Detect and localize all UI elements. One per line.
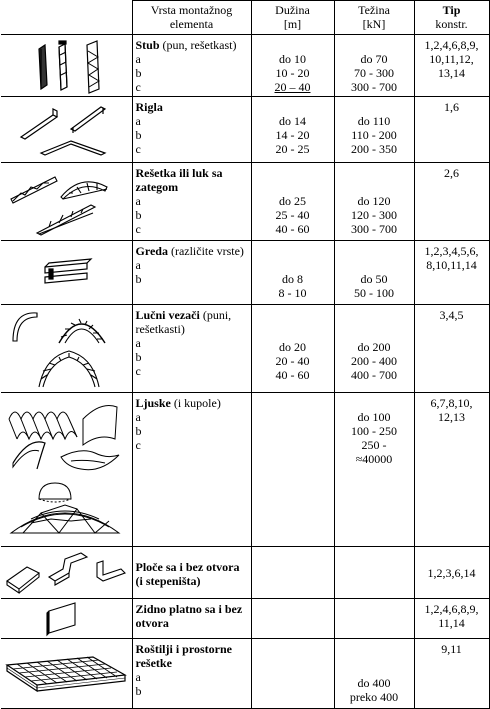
sketch-cell (1, 35, 132, 97)
element-name-bold: Lučni vezači (135, 308, 200, 322)
weight-value: preko 400 (349, 690, 399, 704)
weight-cell (334, 639, 414, 709)
sub-label: a (135, 114, 141, 128)
weight-value: do 110 (357, 114, 391, 128)
length-cell (251, 241, 334, 305)
sub-label: a (135, 52, 141, 66)
element-name-bold: Rešetka ili luk sa zategom (135, 166, 223, 194)
length-cell (251, 547, 334, 599)
sketch-cell (1, 547, 132, 599)
sketch-cell (1, 639, 132, 709)
type-value: 9,11 (441, 642, 462, 656)
length-cell (251, 97, 334, 163)
element-name-rest: (različite vrste) (167, 244, 244, 258)
length-cell (251, 393, 334, 547)
type-value: 13,14 (438, 66, 465, 80)
element-name-bold: Ljuske (135, 396, 171, 410)
row-beam-greda (1, 241, 489, 305)
header-length-line2: [m] (283, 17, 302, 31)
sub-label: a (135, 336, 141, 350)
precast-elements-table (1, 0, 490, 709)
element-name-cell (132, 241, 251, 305)
weight-cell (334, 305, 414, 393)
header-element-type-line1: Vrsta montažnog (150, 3, 233, 17)
type-cell (414, 599, 489, 639)
weight-value: do 100 (357, 410, 391, 424)
element-name-rest: (pun, rešetkast) (159, 38, 237, 52)
arch-sketch-icon (1, 305, 131, 392)
type-value: 2,6 (444, 166, 459, 180)
weight-value: 200 - 400 (351, 354, 397, 368)
type-value: 10,11,12, (429, 52, 474, 66)
element-name-cell (132, 35, 251, 97)
length-value: do 25 (279, 194, 306, 208)
length-value: 14 - 20 (275, 128, 310, 142)
type-value: 1,2,3,4,5,6, (424, 244, 479, 258)
girder-sketch-icon (1, 97, 131, 162)
header-weight-line2: [kN] (362, 17, 386, 31)
row-arch (1, 305, 489, 393)
sub-label: b (135, 128, 142, 142)
weight-value: do 200 (357, 340, 391, 354)
header-row (1, 1, 489, 35)
header-weight (334, 1, 414, 35)
sub-label: b (135, 684, 142, 698)
weight-value: ≈40000 (355, 452, 393, 466)
type-value: 1,6 (444, 100, 459, 114)
weight-cell (334, 241, 414, 305)
type-cell (414, 241, 489, 305)
header-element-type-line2: elementa (169, 17, 214, 31)
header-blank-cell (1, 1, 132, 35)
truss-sketch-icon (1, 163, 131, 240)
sub-label: c (135, 364, 141, 378)
sketch-cell (1, 393, 132, 547)
weight-cell (334, 163, 414, 241)
weight-cell (334, 599, 414, 639)
weight-value: 70 - 300 (354, 66, 394, 80)
length-value: 20 - 40 (275, 354, 310, 368)
type-value: 3,4,5 (439, 308, 464, 322)
sketch-cell (1, 241, 132, 305)
weight-value: do 120 (357, 194, 391, 208)
row-grids (1, 639, 489, 709)
type-value: 1,2,4,6,8,9, (424, 602, 479, 616)
beam-sketch-icon (1, 241, 131, 304)
row-shells (1, 393, 489, 547)
weight-cell (334, 393, 414, 547)
sub-label: c (135, 438, 141, 452)
header-length-line1: Dužina (275, 3, 310, 17)
sub-label: a (135, 194, 141, 208)
weight-value: do 400 (357, 676, 391, 690)
type-cell (414, 639, 489, 709)
length-cell (251, 35, 334, 97)
element-name-cell (132, 163, 251, 241)
weight-value: 100 - 250 (351, 424, 397, 438)
element-name-cell (132, 97, 251, 163)
element-name-bold: Ploče sa i bez otvora (i stepeništa) (135, 560, 240, 588)
length-value: 20 – 40 (274, 80, 311, 94)
type-value: 1,2,3,6,14 (427, 565, 476, 580)
weight-value: do 70 (360, 52, 388, 66)
type-cell (414, 393, 489, 547)
weight-value: 120 - 300 (351, 208, 397, 222)
length-value: 25 - 40 (275, 208, 310, 222)
length-cell (251, 163, 334, 241)
type-cell (414, 163, 489, 241)
length-value: 40 - 60 (275, 222, 310, 236)
length-cell (251, 305, 334, 393)
type-value: 12,13 (438, 410, 465, 424)
row-beam-rigla (1, 97, 489, 163)
length-value: do 10 (279, 52, 306, 66)
element-name-cell (132, 547, 251, 599)
length-cell (251, 639, 334, 709)
weight-value: 110 - 200 (351, 128, 397, 142)
element-name-cell (132, 393, 251, 547)
weight-value: 300 - 700 (351, 80, 397, 94)
type-cell (414, 305, 489, 393)
row-column-stub (1, 35, 489, 97)
sketch-cell (1, 97, 132, 163)
header-type-line2: konstr. (435, 17, 468, 31)
weight-value: 200 - 350 (351, 142, 397, 156)
element-name-cell (132, 599, 251, 639)
sketch-cell (1, 599, 132, 639)
sketch-cell (1, 163, 132, 241)
type-cell (414, 97, 489, 163)
element-name-bold: Zidno platno sa i bez otvora (135, 602, 243, 630)
sub-label: b (135, 350, 142, 364)
sub-label: c (135, 142, 141, 156)
weight-value: 300 - 700 (351, 222, 397, 236)
type-cell (414, 547, 489, 599)
sub-label: b (135, 66, 142, 80)
length-value: do 8 (282, 272, 303, 286)
type-value: 11,14 (438, 616, 465, 630)
length-value: 8 - 10 (278, 286, 307, 300)
wall-panel-sketch-icon (1, 599, 131, 638)
length-value: do 14 (279, 114, 306, 128)
sub-label: a (135, 258, 141, 272)
weight-cell (334, 97, 414, 163)
row-slabs (1, 547, 489, 599)
sub-label: c (135, 222, 141, 236)
sub-label: a (135, 670, 141, 684)
weight-value: 250 - (361, 438, 387, 452)
sub-label: b (135, 272, 142, 286)
weight-value: do 50 (360, 272, 388, 286)
element-name-bold: Roštilji i prostorne rešetke (135, 642, 232, 670)
type-cell (414, 35, 489, 97)
weight-cell (334, 35, 414, 97)
length-value: 20 - 25 (275, 142, 310, 156)
row-wall-panel (1, 599, 489, 639)
type-value: 1,2,4,6,8,9, (424, 38, 479, 52)
header-element-type (132, 1, 251, 35)
header-weight-line1: Težina (358, 3, 390, 17)
shell-dome-sketch-icon (1, 393, 131, 546)
row-truss (1, 163, 489, 241)
sketch-cell (1, 305, 132, 393)
slab-sketch-icon (1, 547, 131, 598)
element-name-rest: (i kupole) (170, 396, 221, 410)
element-name-bold: Greda (135, 244, 168, 258)
header-length (251, 1, 334, 35)
sub-label: b (135, 208, 142, 222)
length-value: do 20 (279, 340, 306, 354)
length-value: 10 - 20 (275, 66, 310, 80)
type-value: 6,7,8,10, (430, 396, 473, 410)
element-name-bold: Rigla (135, 100, 163, 114)
sub-label: b (135, 424, 142, 438)
element-name-rest: (puni, rešetkasti) (135, 308, 232, 336)
sub-label: c (135, 80, 141, 94)
header-type-line1: Tip (442, 3, 461, 17)
length-value: 40 - 60 (275, 368, 310, 382)
length-cell (251, 599, 334, 639)
column-sketch-icon (1, 35, 131, 96)
space-frame-sketch-icon (1, 639, 131, 708)
sub-label: a (135, 410, 141, 424)
type-value: 8,10,11,14 (426, 258, 477, 272)
element-name-cell (132, 305, 251, 393)
weight-value: 50 - 100 (354, 286, 394, 300)
weight-cell (334, 547, 414, 599)
header-type (414, 1, 489, 35)
element-name-bold: Stub (135, 38, 160, 52)
weight-value: 400 - 700 (351, 368, 397, 382)
element-name-cell (132, 639, 251, 709)
